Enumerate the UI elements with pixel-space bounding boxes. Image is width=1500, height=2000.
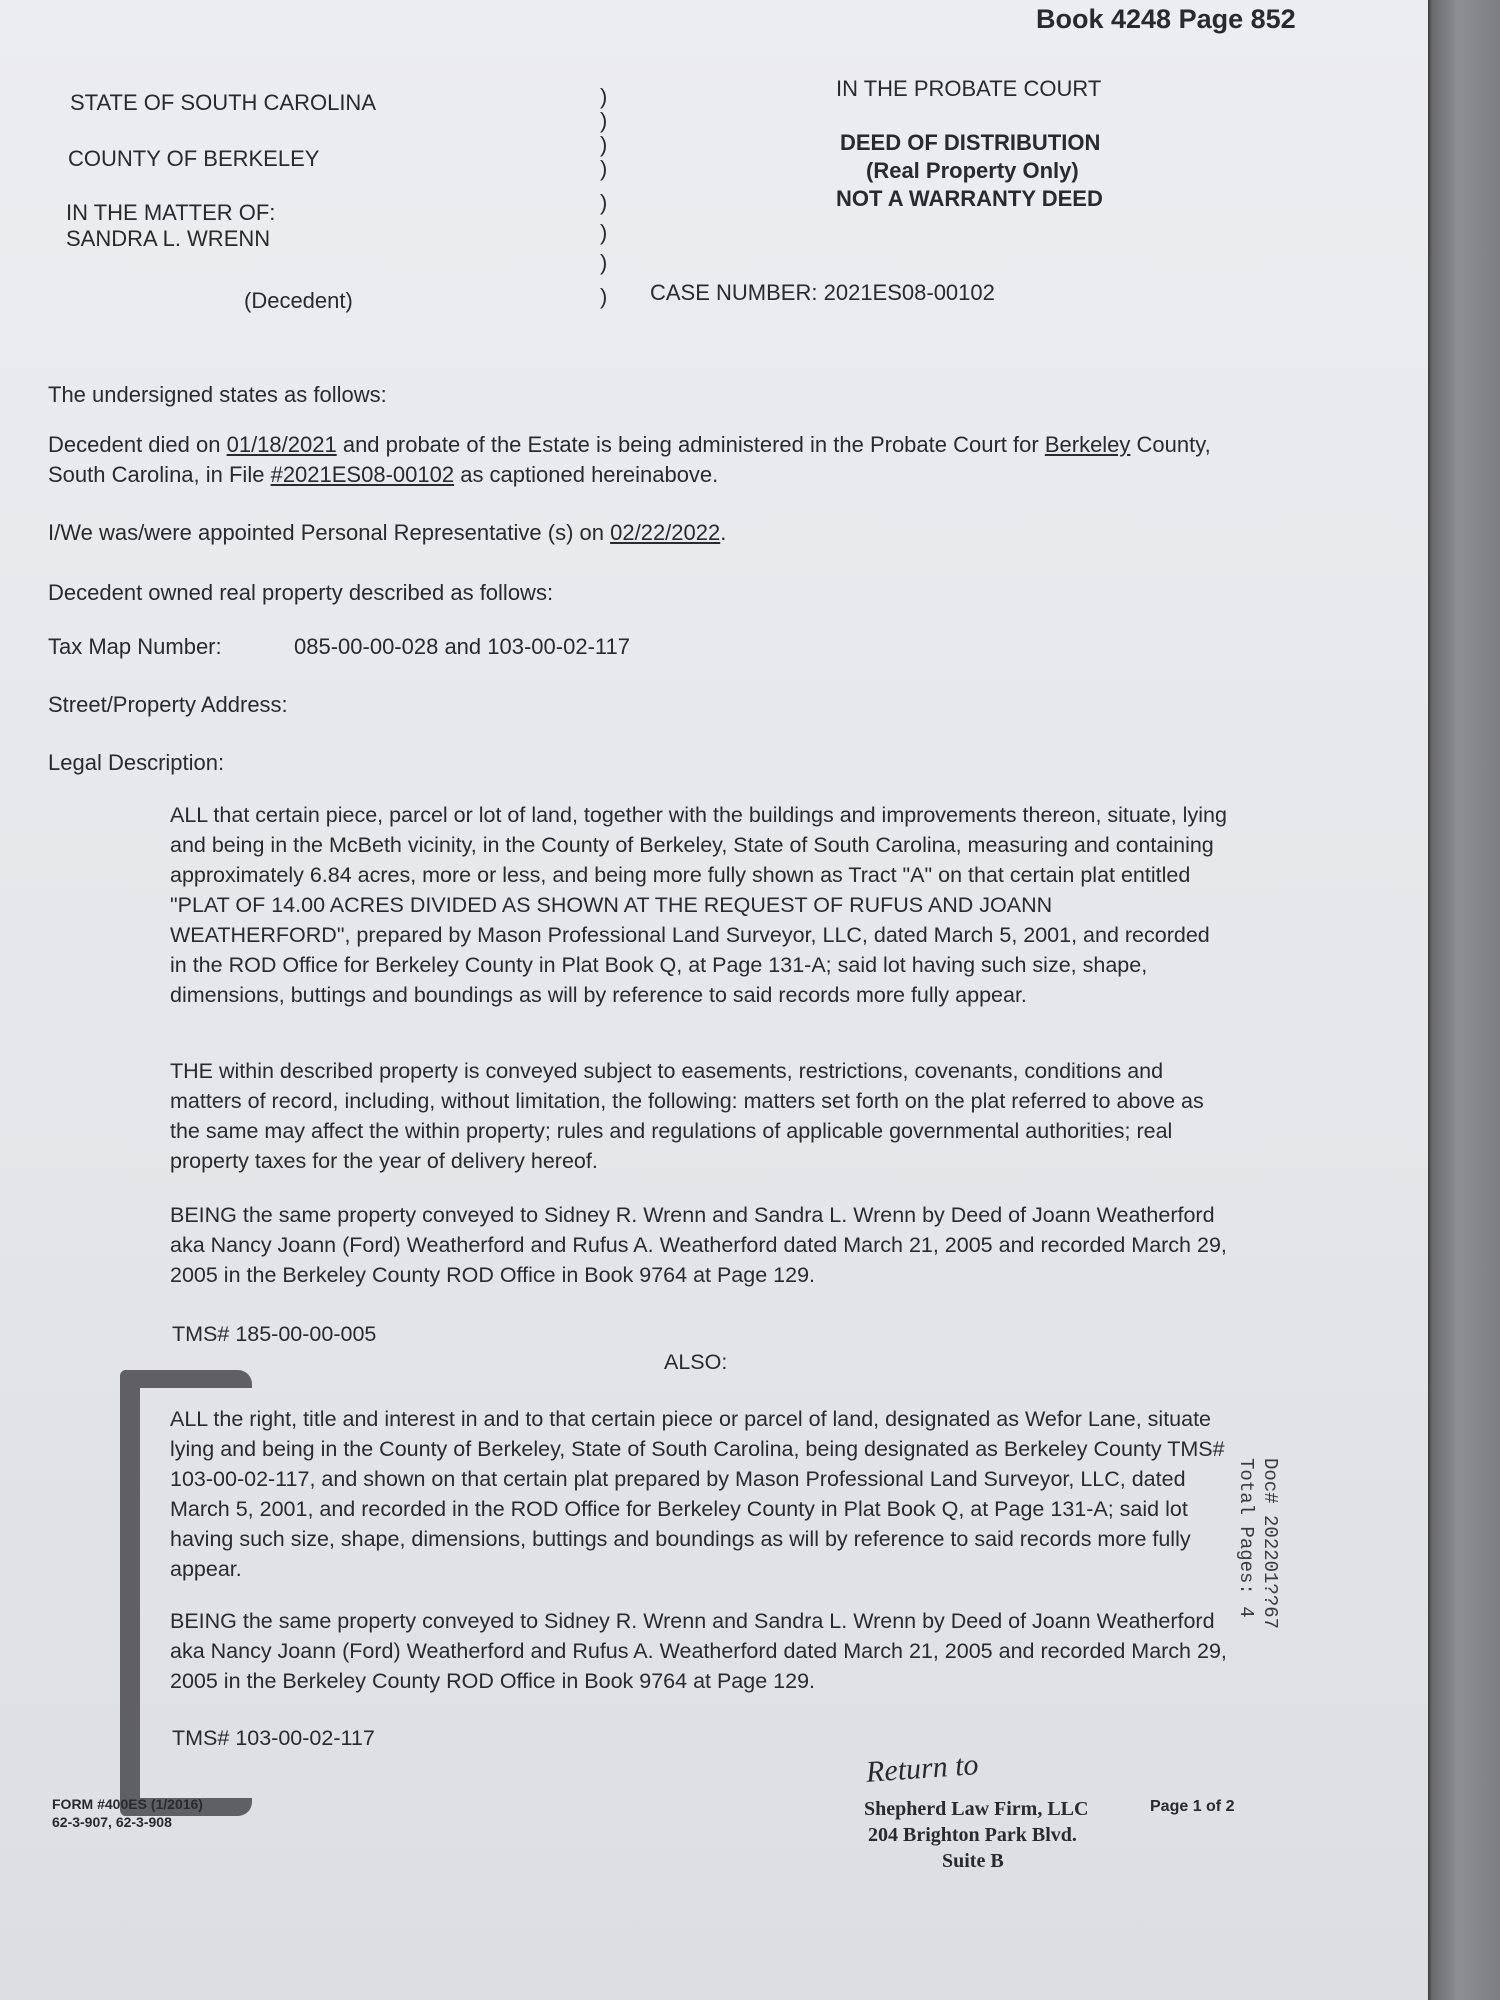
recording-stamp — [1234, 1458, 1282, 1629]
matter-label: IN THE MATTER OF: — [66, 200, 276, 225]
not-warranty-notice: NOT A WARRANTY DEED — [836, 186, 1103, 211]
case-number-value: 2021ES08-00102 — [823, 280, 995, 305]
handwritten-return-note: Return to — [864, 1748, 980, 1789]
street-address-label: Street/Property Address: — [48, 692, 288, 717]
intro-statement: The undersigned states as follows: — [48, 382, 387, 407]
case-number-label: CASE NUMBER: — [650, 280, 818, 305]
legal-paragraph-4: ALL the right, title and interest in and to that certain piece or parcel of land, designated as Wefor Lane, situate lying and being in the County of Berkeley, State of South Carolina, being designated as Berkeley County TMS# 103-00-02-117, and shown on that certain plat prepared by Mason Professional Land Surveyor, LLC, dated March 5, 2001, and recorded in the ROD Office for Berkeley County in Plat Book Q, at Page 131-A; said lot having such size, shape, dimensions, buttings and boundings as will by reference to said records more fully appear. — [170, 1407, 1225, 1581]
death-statement: Decedent died on 01/18/2021 and probate of the Estate is being administered in the Probate Court for Berkeley County, — [48, 432, 1211, 457]
decedent-name: SANDRA L. WRENN — [66, 226, 271, 251]
appointment-date: 02/22/2022 — [610, 520, 721, 545]
caption-paren: ) — [600, 108, 608, 133]
owned-statement: Decedent owned real property described as follows: — [48, 580, 554, 605]
legal-paragraph-2: THE within described property is conveyed subject to easements, restrictions, covenants, conditions and matters of record, including, without limitation, the following: matters set forth on the plat referred to above as the same may affect the within property; rules and regulations of applicable governmental authorities; real property taxes for the year of delivery hereof. — [170, 1059, 1204, 1173]
file-statement: South Carolina, in File #2021ES08-00102 as captioned hereinabove. — [48, 462, 719, 487]
caption-paren: ) — [600, 220, 608, 245]
tms-number-1: TMS# 185-00-00-005 — [172, 1322, 377, 1346]
legal-paragraph-1: ALL that certain piece, parcel or lot of land, together with the buildings and improvements thereon, situate, lying and being in the McBeth vicinity, in the County of Berkeley, State of South Carolina, measuring and containing approximately 6.84 acres, more or less, and being more fully shown as Tract "A" on that certain plat entitled "PLAT OF 14.00 ACRES DIVIDED AS SHOWN AT THE REQUEST OF RUFUS AND JOANN WEATHERFORD", prepared by Mason Professional Land Surveyor, LLC, dated March 5, 2001, and recorded in the ROD Office for Berkeley County in Plat Book Q, at Page 131-A; said lot having such size, shape, dimensions, buttings and boundings as will by reference to said records more fully appear. — [170, 803, 1227, 1007]
form-number: FORM #400ES (1/2016) — [52, 1796, 203, 1812]
caption-paren: ) — [600, 250, 608, 275]
tax-map-label: Tax Map Number: — [48, 634, 222, 659]
law-firm-name: Shepherd Law Firm, LLC — [864, 1798, 1089, 1820]
tax-map-value: 085-00-00-028 and 103-00-02-117 — [294, 634, 630, 659]
caption-paren: ) — [600, 190, 608, 215]
legal-description-label: Legal Description: — [48, 750, 225, 775]
caption-paren: ) — [600, 156, 608, 181]
county-caption: COUNTY OF BERKELEY — [68, 146, 320, 171]
caption-paren: ) — [600, 132, 608, 157]
tms-number-2: TMS# 103-00-02-117 — [172, 1726, 375, 1750]
total-pages: Total Pages: 4 — [1235, 1458, 1257, 1618]
page-number: Page 1 of 2 — [1150, 1798, 1235, 1815]
caption-paren: ) — [600, 84, 608, 109]
file-number: #2021ES08-00102 — [270, 462, 455, 487]
legal-paragraph-5: BEING the same property conveyed to Sidney R. Wrenn and Sandra L. Wrenn by Deed of Joann Weatherford aka Nancy Joann (Ford) Weatherford and Rufus A. Weatherford dated March 21, 2005 and recorded March 29, 2005 in the Berkeley County ROD Office in Book 9764 at Page 129. — [170, 1609, 1227, 1693]
county-name: Berkeley — [1044, 432, 1131, 457]
deed-title: DEED OF DISTRIBUTION — [840, 130, 1101, 155]
court-caption: IN THE PROBATE COURT — [836, 76, 1102, 101]
legal-paragraph-3: BEING the same property conveyed to Sidney R. Wrenn and Sandra L. Wrenn by Deed of Joann Weatherford aka Nancy Joann (Ford) Weatherford and Rufus A. Weatherford dated March 21, 2005 and recorded March 29, 2005 in the Berkeley County ROD Office in Book 9764 at Page 129. — [170, 1203, 1227, 1287]
deed-subtitle: (Real Property Only) — [866, 158, 1079, 183]
appointment-statement: I/We was/were appointed Personal Representative (s) on 02/22/2022. — [48, 520, 727, 545]
death-date: 01/18/2021 — [226, 432, 337, 457]
page-edge-shadow — [1428, 0, 1500, 2000]
law-firm-address: 204 Brighton Park Blvd. — [868, 1824, 1077, 1846]
law-firm-suite: Suite B — [942, 1850, 1004, 1872]
decedent-label: (Decedent) — [244, 288, 353, 313]
statute-reference: 62-3-907, 62-3-908 — [52, 1814, 172, 1830]
document-number: Doc# 202201??67 — [1259, 1458, 1281, 1630]
book-page-reference: Book 4248 Page 852 — [1036, 4, 1296, 34]
caption-paren: ) — [600, 284, 608, 309]
state-caption: STATE OF SOUTH CAROLINA — [70, 90, 376, 115]
also-heading: ALSO: — [664, 1350, 728, 1374]
case-number — [650, 280, 995, 306]
